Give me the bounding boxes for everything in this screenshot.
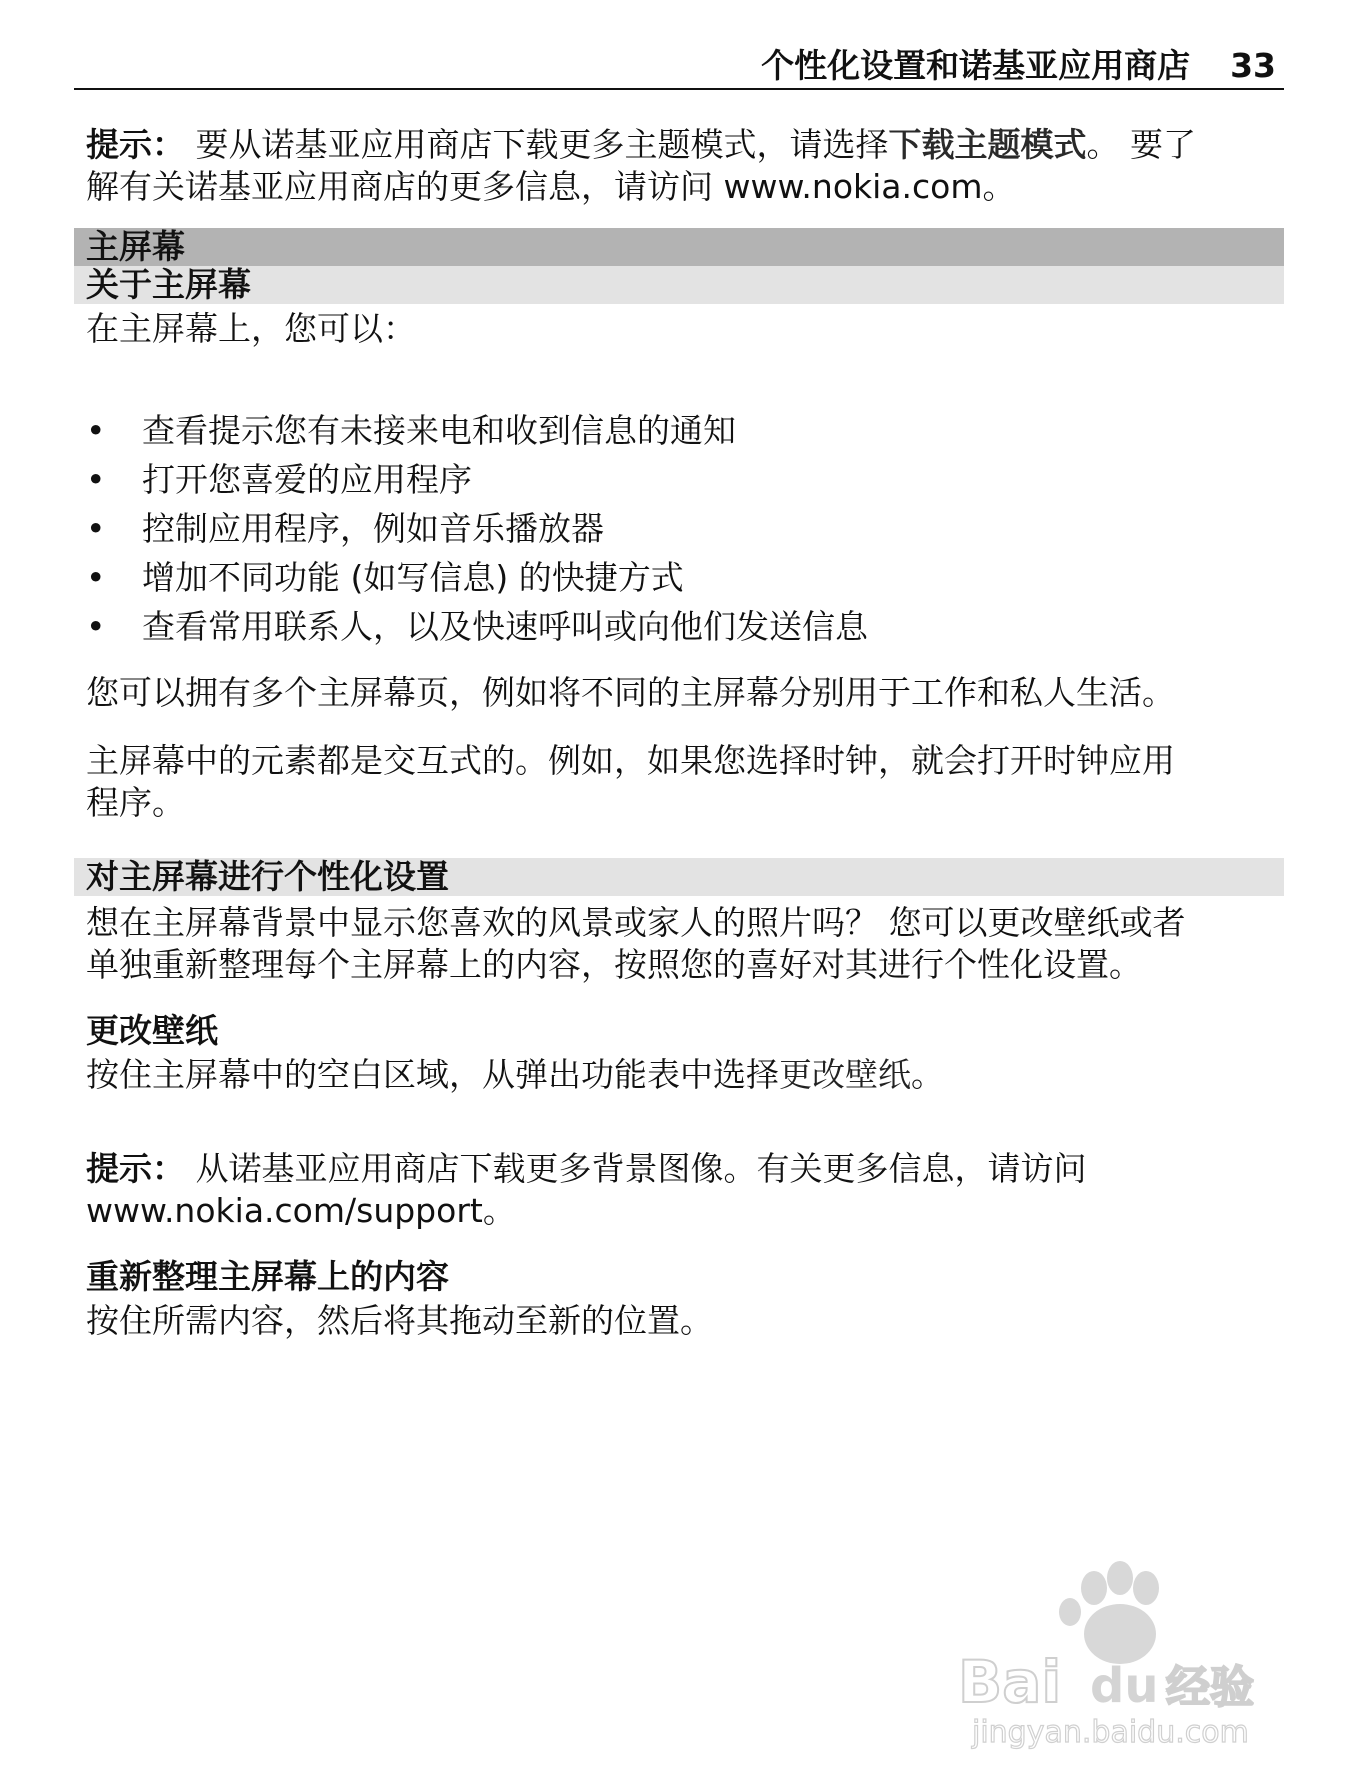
paragraph-multiple-pages: 您可以拥有多个主屏幕页，例如将不同的主屏幕分别用于工作和私人生活。 (86, 673, 1175, 712)
paragraph-rearrange-content: 按住所需内容，然后将其拖动至新的位置。 (86, 1301, 713, 1340)
menu-term-download-themes: 下载主题模式 (888, 125, 1087, 164)
intro-text: 在主屏幕上，您可以： (86, 309, 416, 348)
page-number: 33 (1230, 46, 1276, 85)
tip-text: 要从诺基亚应用商店下载更多主题模式，请选择 (185, 125, 889, 164)
bullet-icon: • (86, 607, 106, 646)
paw-logo-icon (940, 1550, 1280, 1750)
paragraph-interactive-line2: 程序。 (86, 783, 185, 822)
feature-list (86, 410, 1286, 655)
tip-label: 提示： (86, 1149, 185, 1188)
chapter-title: 个性化设置和诺基亚应用商店 (761, 46, 1191, 85)
baidu-jingyan-watermark (940, 1550, 1280, 1750)
paragraph-personalize-line1: 想在主屏幕背景中显示您喜欢的风景或家人的照片吗？ 您可以更改壁纸或者 (86, 903, 1186, 942)
watermark-brand-cn: 经验 (1166, 1662, 1254, 1713)
subsection-title-about-home-screen: 关于主屏幕 (86, 265, 251, 304)
paragraph-personalize-line2: 单独重新整理每个主屏幕上的内容，按照您的喜好对其进行个性化设置。 (86, 945, 1142, 984)
subsection-heading-band (74, 858, 1284, 896)
list-item: • 打开您喜爱的应用程序 (86, 460, 472, 499)
tip-text-end: 。 要了 (1086, 125, 1196, 164)
paragraph-interactive-line1: 主屏幕中的元素都是交互式的。例如，如果您选择时钟，就会打开时钟应用 (86, 741, 1175, 780)
list-item: • 增加不同功能 (如写信息) 的快捷方式 (86, 558, 684, 597)
watermark-url: jingyan.baidu.com (972, 1715, 1249, 1750)
section-title-home-screen: 主屏幕 (86, 227, 185, 266)
watermark-brand-right: du (1090, 1658, 1159, 1714)
bullet-icon: • (86, 509, 106, 548)
subsection-heading-band (74, 266, 1284, 304)
section-heading-band (74, 228, 1284, 266)
tip-paragraph-backgrounds-line2: www.nokia.com/support。 (86, 1191, 516, 1230)
menu-term-change-wallpaper: 更改壁纸 (779, 1055, 911, 1094)
list-item: • 控制应用程序，例如音乐播放器 (86, 509, 604, 548)
tip-paragraph-backgrounds: 提示： 从诺基亚应用商店下载更多背景图像。有关更多信息，请访问 (86, 1149, 1087, 1188)
tip-paragraph-themes-line2: 解有关诺基亚应用商店的更多信息，请访问 www.nokia.com。 (86, 167, 1016, 206)
running-header (74, 44, 1284, 90)
tip-paragraph-themes (86, 124, 1286, 166)
bullet-icon: • (86, 460, 106, 499)
list-item: • 查看提示您有未接来电和收到信息的通知 (86, 411, 736, 450)
subsection-title-personalize: 对主屏幕进行个性化设置 (86, 857, 449, 896)
heading-rearrange-content: 重新整理主屏幕上的内容 (86, 1257, 449, 1296)
bullet-icon: • (86, 411, 106, 450)
tip-label: 提示： (86, 125, 185, 164)
watermark-brand-left: Bai (958, 1648, 1062, 1716)
heading-change-wallpaper: 更改壁纸 (86, 1011, 218, 1050)
paragraph-change-wallpaper: 按住主屏幕中的空白区域，从弹出功能表中选择更改壁纸。 (86, 1055, 944, 1094)
bullet-icon: • (86, 558, 106, 597)
list-item: • 查看常用联系人，以及快速呼叫或向他们发送信息 (86, 607, 868, 646)
